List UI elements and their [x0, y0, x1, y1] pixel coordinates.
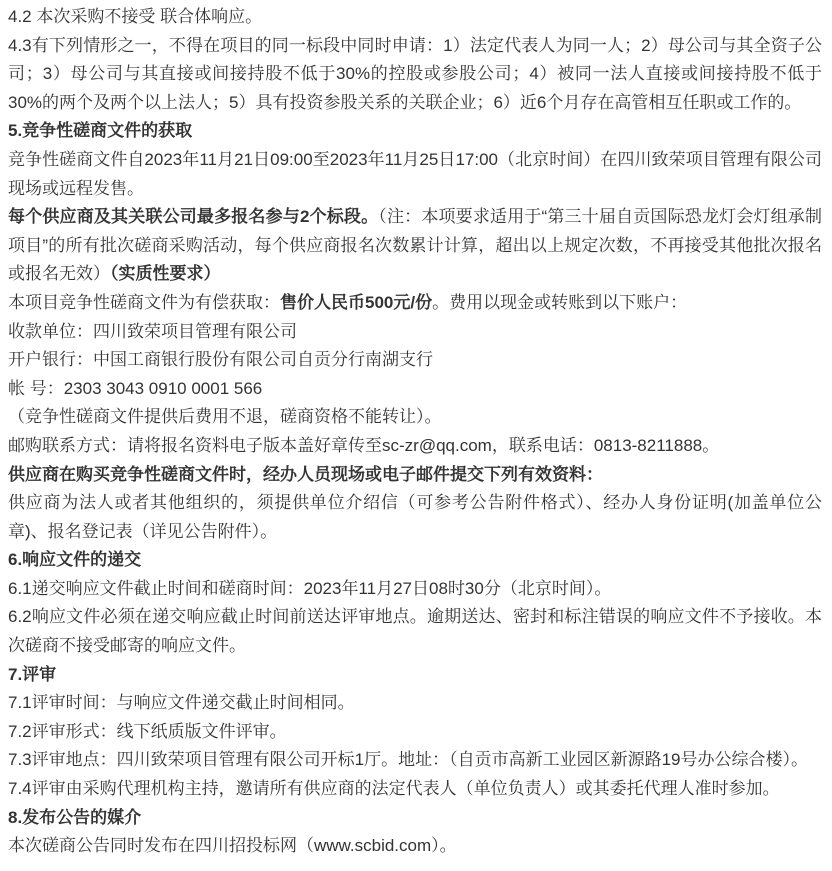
- para-6-2: 6.2响应文件必须在递交响应截止时间前送达评审地点。逾期送达、密封和标注错误的响应文件不予接收。本次磋商不接受邮寄的响应文件。: [8, 607, 822, 656]
- para-no-refund: （竞争性磋商文件提供后费用不退，磋商资格不能转让）。: [8, 407, 442, 427]
- price-lead: 本项目竞争性磋商文件为有偿获取：: [8, 292, 280, 312]
- bid-limit-emphasis: 每个供应商及其关联公司最多报名参与2个标段。: [8, 207, 379, 227]
- price-emphasis: 售价人民币500元/份: [280, 292, 433, 312]
- price-tail: 。费用以现金或转账到以下账户：: [432, 292, 688, 312]
- para-4-2: 4.2 本次采购不接受 联合体响应。: [8, 7, 263, 26]
- bid-limit-note: （注：本项要求适用于“第三十届自贡国际恐龙灯会灯组承制项目”的所有批次磋商采购活动，每个供应商报名次数累计计算，超出以上规定次数，不再接受其他批次报名或报名无效）: [8, 207, 822, 284]
- heading-section-8: 8.发布公告的媒介: [8, 807, 142, 827]
- para-7-1: 7.1评审时间：与响应文件递交截止时间相同。: [8, 693, 355, 713]
- para-7-3: 7.3评审地点：四川致荣项目管理有限公司开标1厅。地址：（自贡市高新工业园区新源路19号办公综合楼）。: [8, 750, 808, 770]
- substantive-requirement-label: （实质性要求）: [110, 264, 221, 284]
- para-mail-contact: 邮购联系方式：请将报名资料电子版本盖好章传至sc-zr@qq.com，联系电话：0813-8211888。: [8, 435, 720, 455]
- para-account-number: 帐 号：2303 3043 0910 0001 566: [8, 378, 263, 398]
- para-7-2: 7.2评审形式：线下纸质版文件评审。: [8, 721, 287, 741]
- heading-section-6: 6.响应文件的递交: [8, 550, 142, 570]
- para-sale-period: 竞争性磋商文件自2023年11月21日09:00至2023年11月25日17:00（北京时间）在四川致荣项目管理有限公司现场或远程发售。: [8, 149, 822, 198]
- para-7-4: 7.4评审由采购代理机构主持，邀请所有供应商的法定代表人（单位负责人）或其委托代理人准时参加。: [8, 779, 780, 799]
- heading-section-7: 7.评审: [8, 664, 57, 684]
- para-materials-detail: 供应商为法人或者其他组织的，须提供单位介绍信（可参考公告附件格式）、经办人身份证明(加盖单位公章)、报名登记表（详见公告附件）。: [8, 493, 822, 541]
- heading-section-5: 5.竞争性磋商文件的获取: [8, 121, 193, 141]
- para-bank: 开户银行：中国工商银行股份有限公司自贡分行南湖支行: [8, 350, 433, 370]
- para-bid-limit: [8, 203, 822, 289]
- para-8-1: 本次磋商公告同时发布在四川招投标网（www.scbid.com）。: [8, 836, 457, 856]
- para-materials-required: 供应商在购买竞争性磋商文件时，经办人员现场或电子邮件提交下列有效资料：: [8, 464, 603, 484]
- para-payee: 收款单位：四川致荣项目管理有限公司: [8, 321, 297, 341]
- para-4-3: 4.3有下列情形之一，不得在项目的同一标段中同时申请：1）法定代表人为同一人；2）母公司与其全资子公司；3）母公司与其直接或间接持股不低于30%的控股或参股公司；4）被同一法人直接或间接持股不低于30%的两个及两个以上法人；5）具有投资参股关系的关联企业；6）近6个月存在高管相互任职或工作的。: [8, 35, 822, 112]
- para-document-price: [8, 289, 822, 318]
- para-6-1: 6.1递交响应文件截止时间和磋商时间：2023年11月27日08时30分（北京时间）。: [8, 578, 612, 598]
